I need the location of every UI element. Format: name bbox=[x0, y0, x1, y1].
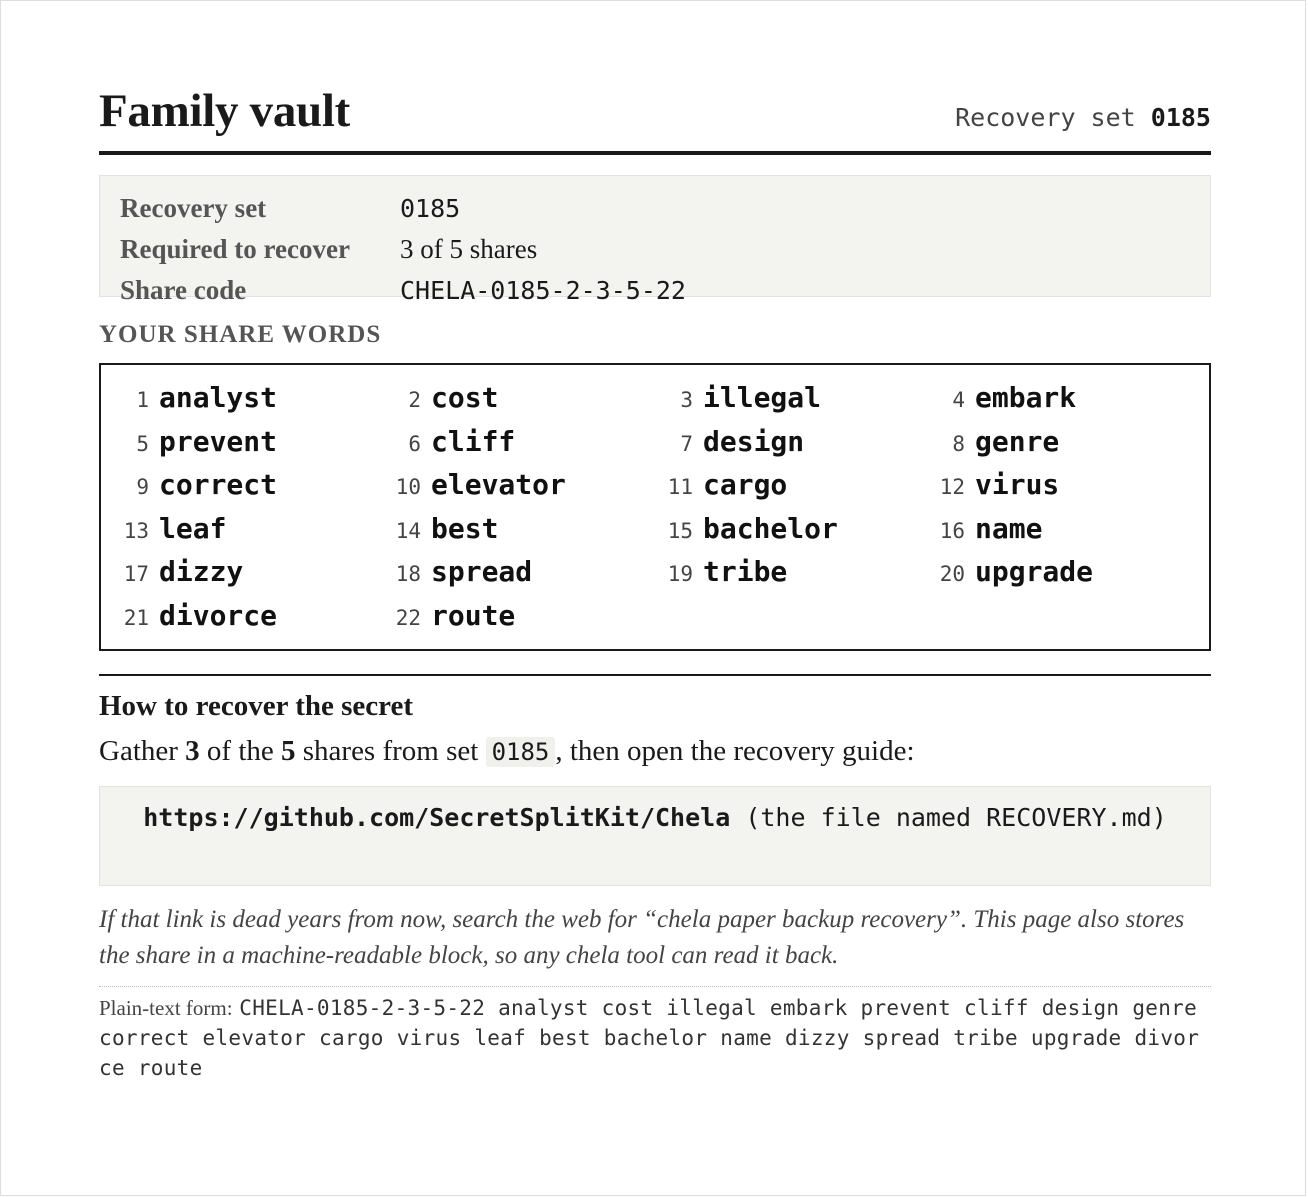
share-word-number: 10 bbox=[395, 475, 421, 499]
share-word-item bbox=[917, 555, 1189, 599]
total-count: 5 bbox=[281, 735, 296, 767]
share-word-number: 6 bbox=[408, 431, 421, 456]
share-word-number: 18 bbox=[395, 562, 421, 586]
share-word: dizzy bbox=[159, 555, 244, 588]
page-title: Family vault bbox=[99, 85, 350, 137]
howto-text-gather: Gather bbox=[99, 735, 178, 767]
recovery-url-box bbox=[99, 786, 1211, 886]
share-word: upgrade bbox=[975, 555, 1094, 588]
meta-label: Share code bbox=[120, 275, 247, 305]
share-word-item bbox=[101, 381, 373, 425]
share-word: leaf bbox=[159, 511, 227, 545]
share-word: virus bbox=[975, 468, 1060, 501]
page-header bbox=[99, 83, 1211, 155]
share-word-item bbox=[645, 425, 917, 469]
share-word-number: 9 bbox=[136, 475, 149, 499]
share-word-number: 8 bbox=[952, 431, 965, 456]
divider bbox=[99, 674, 1211, 676]
howto-text-of-the: of the bbox=[206, 735, 274, 767]
meta-label: Required to recover bbox=[120, 234, 350, 264]
share-word-item bbox=[645, 555, 917, 599]
share-word-item bbox=[373, 555, 645, 599]
share-word-item bbox=[917, 425, 1189, 469]
share-word-number: 4 bbox=[952, 388, 965, 412]
required-count: 3 bbox=[185, 735, 200, 767]
share-word-item bbox=[373, 512, 645, 556]
share-word-number: 20 bbox=[939, 562, 965, 586]
share-word-item bbox=[373, 468, 645, 512]
share-word-item bbox=[101, 512, 373, 556]
meta-value: CHELA-0185-2-3-5-22 bbox=[400, 276, 686, 305]
share-word-number: 22 bbox=[395, 605, 421, 630]
recovery-url-note: (the file named RECOVERY.md) bbox=[745, 803, 1167, 832]
share-word-number: 14 bbox=[395, 518, 421, 543]
share-word: elevator bbox=[431, 468, 566, 501]
share-word-item bbox=[645, 512, 917, 556]
share-word-number: 1 bbox=[136, 388, 149, 412]
share-word-number: 21 bbox=[123, 605, 149, 630]
share-word-item bbox=[373, 425, 645, 469]
plain-text-value: CHELA-0185-2-3-5-22 analyst cost illegal embark prevent cliff design genre correct elevator cargo virus leaf best bachelor name dizzy spread tribe upgrade divorce route bbox=[99, 996, 1200, 1080]
share-word: analyst bbox=[159, 381, 278, 414]
howto-text-shares-from-set: shares from set bbox=[302, 735, 479, 767]
share-words-grid bbox=[99, 363, 1211, 651]
share-word: prevent bbox=[159, 424, 278, 458]
share-word-item bbox=[917, 468, 1189, 512]
share-word: tribe bbox=[703, 555, 788, 588]
share-word-item bbox=[645, 381, 917, 425]
plain-text-form bbox=[99, 986, 1211, 1083]
share-word: cargo bbox=[703, 468, 788, 501]
meta-value: 3 of 5 shares bbox=[400, 234, 538, 264]
share-word: spread bbox=[431, 555, 533, 588]
share-word-number: 17 bbox=[123, 562, 149, 586]
howto-instructions bbox=[99, 735, 1211, 768]
meta-panel bbox=[99, 175, 1211, 305]
share-word-number: 7 bbox=[680, 431, 693, 456]
recovery-set-tag bbox=[955, 103, 1211, 132]
share-word: name bbox=[975, 511, 1043, 545]
share-word-item bbox=[101, 555, 373, 599]
share-word-number: 12 bbox=[939, 475, 965, 499]
share-word: embark bbox=[975, 381, 1077, 414]
share-word-item bbox=[373, 381, 645, 425]
recovery-url[interactable]: https://github.com/SecretSplitKit/Chela bbox=[143, 803, 731, 832]
share-word-item bbox=[101, 468, 373, 512]
share-word: best bbox=[431, 511, 499, 545]
share-word-number: 15 bbox=[667, 518, 693, 543]
share-word-number: 13 bbox=[123, 518, 149, 543]
share-word-number: 5 bbox=[136, 431, 149, 456]
set-tag-value: 0185 bbox=[1150, 103, 1211, 132]
share-word-item bbox=[101, 599, 373, 643]
share-word-item bbox=[917, 512, 1189, 556]
meta-row-share-code bbox=[120, 270, 1190, 311]
share-word: route bbox=[431, 598, 516, 632]
fallback-note: If that link is dead years from now, search the web for “chela paper backup recovery”. This page also stores the share in a machine-readable block, so any chela tool can read it back. bbox=[99, 906, 1185, 969]
meta-value: 0185 bbox=[400, 194, 461, 223]
share-word: correct bbox=[159, 468, 278, 501]
share-word: genre bbox=[975, 424, 1060, 458]
share-word-item bbox=[373, 599, 645, 643]
set-code: 0185 bbox=[486, 737, 556, 767]
share-words-heading: YOUR SHARE WORDS bbox=[99, 321, 382, 348]
meta-row-required bbox=[120, 229, 1190, 270]
share-word-number: 19 bbox=[667, 562, 693, 586]
share-word-number: 16 bbox=[939, 518, 965, 543]
share-word-number: 11 bbox=[667, 475, 693, 499]
howto-text-then: , then open the recovery guide: bbox=[555, 735, 915, 767]
meta-row-recovery-set bbox=[120, 188, 1190, 229]
page-content bbox=[99, 83, 1211, 1083]
share-word-item bbox=[101, 425, 373, 469]
share-word: design bbox=[703, 424, 805, 458]
share-word: cliff bbox=[431, 424, 516, 458]
share-word-item bbox=[917, 381, 1189, 425]
share-word: divorce bbox=[159, 598, 278, 632]
share-word: bachelor bbox=[703, 511, 838, 545]
share-word: cost bbox=[431, 381, 499, 414]
set-tag-label: Recovery set bbox=[955, 103, 1136, 132]
meta-label: Recovery set bbox=[120, 193, 267, 223]
share-word-item bbox=[645, 468, 917, 512]
share-word-number: 2 bbox=[408, 388, 421, 412]
share-word: illegal bbox=[703, 381, 822, 414]
share-word-number: 3 bbox=[680, 388, 693, 412]
howto-title: How to recover the secret bbox=[99, 690, 414, 722]
plain-text-label: Plain-text form: bbox=[99, 996, 233, 1020]
